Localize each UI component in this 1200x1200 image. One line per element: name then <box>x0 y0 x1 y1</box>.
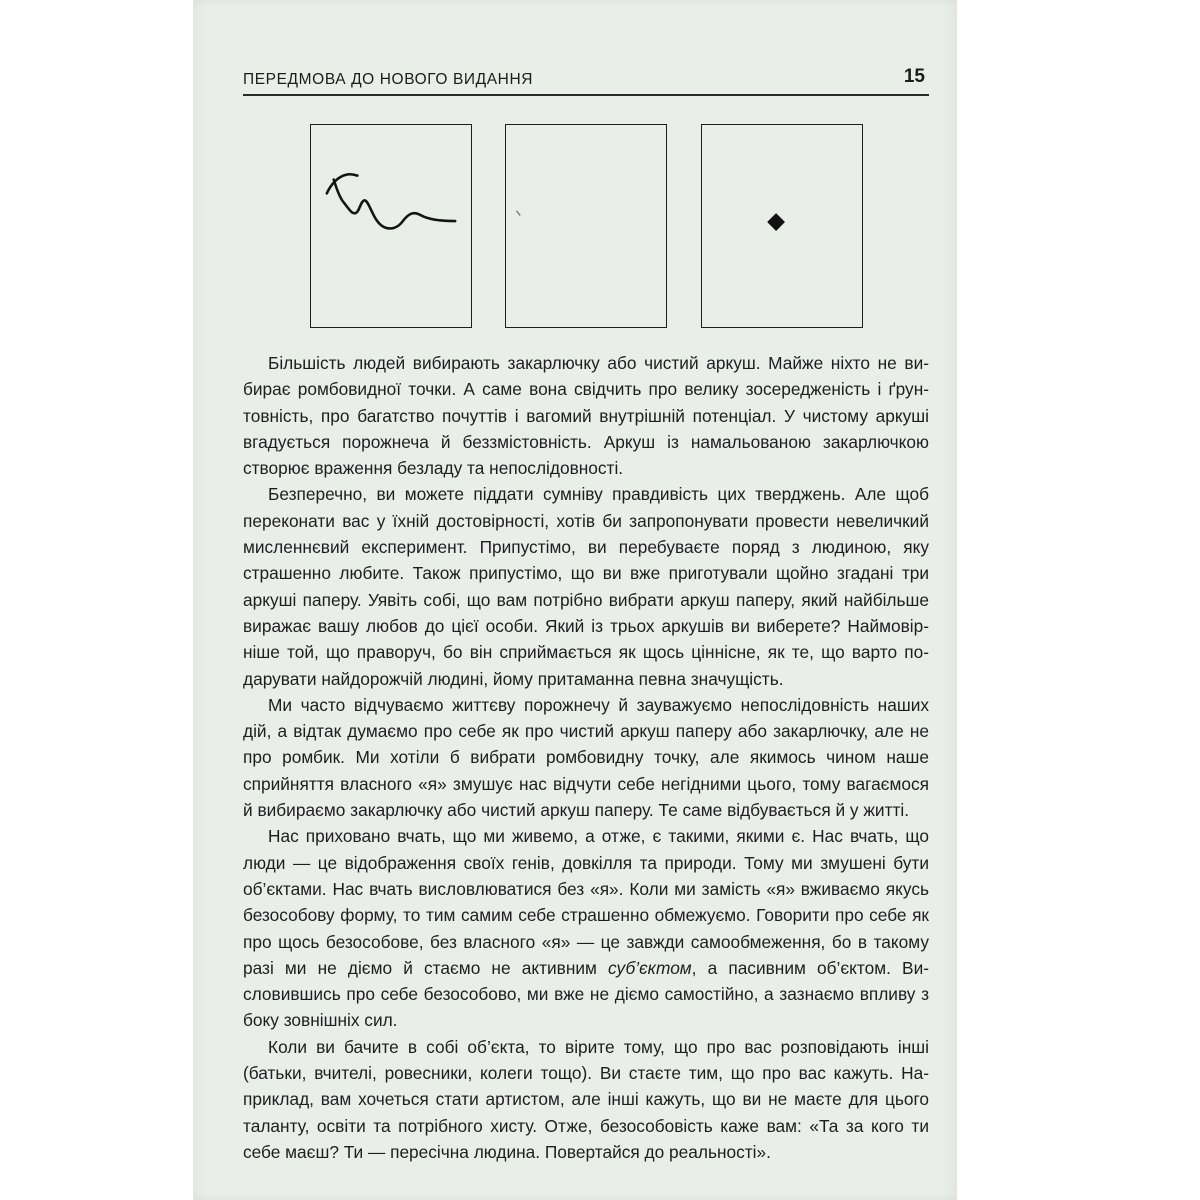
blank-sheet <box>505 124 667 328</box>
paragraph-4-end: , а пасивним об’єктом. Висловившись про себе безособово, ми вже не діємо самостійно, а зазнаємо впливу з боку зовнішніх сил. <box>243 957 929 1031</box>
paragraph-3: Ми часто відчуваємо життєву порожнечу й зауважуємо непослідовність наших дій, а відтак думаємо про себе як про чистий аркуш паперу або закарлючку, але не про ромбик. Ми хотіли б вибрати ромбовидну точку, але якимось чином наше сприйняття власного «я» змушує нас відчути себе негідними цього, тому вагаємося й вибираємо закарлючку або чистий аркуш паперу. Те саме відбувається й у житті. <box>243 694 929 821</box>
body-text <box>243 350 929 1165</box>
emphasis-subject: суб’єктом <box>608 957 692 978</box>
diamond-dot-icon <box>702 125 862 327</box>
paragraph-1: Більшість людей вибирають закарлючку або чистий аркуш. Майже ніхто не вибирає ромбовидної точки. А саме вона свідчить про велику зосередженість і ґрунтовність, про багатство почуттів і вагомий внутрішній потенціал. У чистому аркуші вгадується порожнеча й беззмістовність. Аркуш із намальованою закарлючкою створює враження безладу та непослідовності. <box>243 353 929 479</box>
book-page <box>193 0 957 1200</box>
three-sheets-figure <box>193 0 957 340</box>
squiggle-icon <box>311 125 471 327</box>
paragraph-5: Коли ви бачите в собі об’єкта, то вірите тому, що про вас розповідають інші (батьки, вчителі, ровесники, колеги тощо). Ви стаєте тим, що про вас кажуть. Наприклад, вам хочеться стати артистом, але інші кажуть, що ви не маєте для цього таланту, освіти та потрібного хисту. Отже, безособовість каже вам: «Та за кого ти себе маєш? Ти — пересічна людина. Повертайся до реальності». <box>243 1036 929 1162</box>
speck-mark <box>506 125 666 327</box>
chapter-title: ПЕРЕДМОВА ДО НОВОГО ВИДАННЯ <box>243 71 534 88</box>
sheet-with-squiggle <box>310 124 472 328</box>
paragraph-4-start: Нас приховано вчать, що ми живемо, а отже, є такими, якими є. Нас вчать, що люди — це відображення своїх генів, довкілля та природи. Тому ми змушені бути об’єктами. Нас вчать висловлюватися без «я». Коли ми замість «я» вживаємо якусь безособову форму, то тим самим себе страшенно обмежуємо. Говорити про себе як про щось безособове, без власного «я» — це завжди самообмеження, бо в такому разі ми не діємо й стаємо не активним <box>243 826 929 978</box>
page-number: 15 <box>903 66 925 87</box>
sheet-with-diamond-dot <box>701 124 863 328</box>
paragraph-2: Безперечно, ви можете піддати сумніву правдивість цих тверджень. Але щоб переконати вас у їхній достовірності, хотів би запропонувати провести невеличкий мисленнєвий експеримент. Припустімо, ви перебуваєте поряд з людиною, яку страшенно любите. Також припустімо, що ви вже приготували щойно згадані три аркуші паперу. Уявіть собі, що вам потрібно вибрати аркуш паперу, який найбільше виражає вашу любов до цієї особи. Який із трьох аркушів ви виберете? Наймовірніше той, що праворуч, бо він сприймається як щось цінніснe, як те, що варто подарувати найдорожчій людині, йому притаманна певна значущість. <box>243 484 929 689</box>
paragraph-4 <box>243 823 929 1033</box>
